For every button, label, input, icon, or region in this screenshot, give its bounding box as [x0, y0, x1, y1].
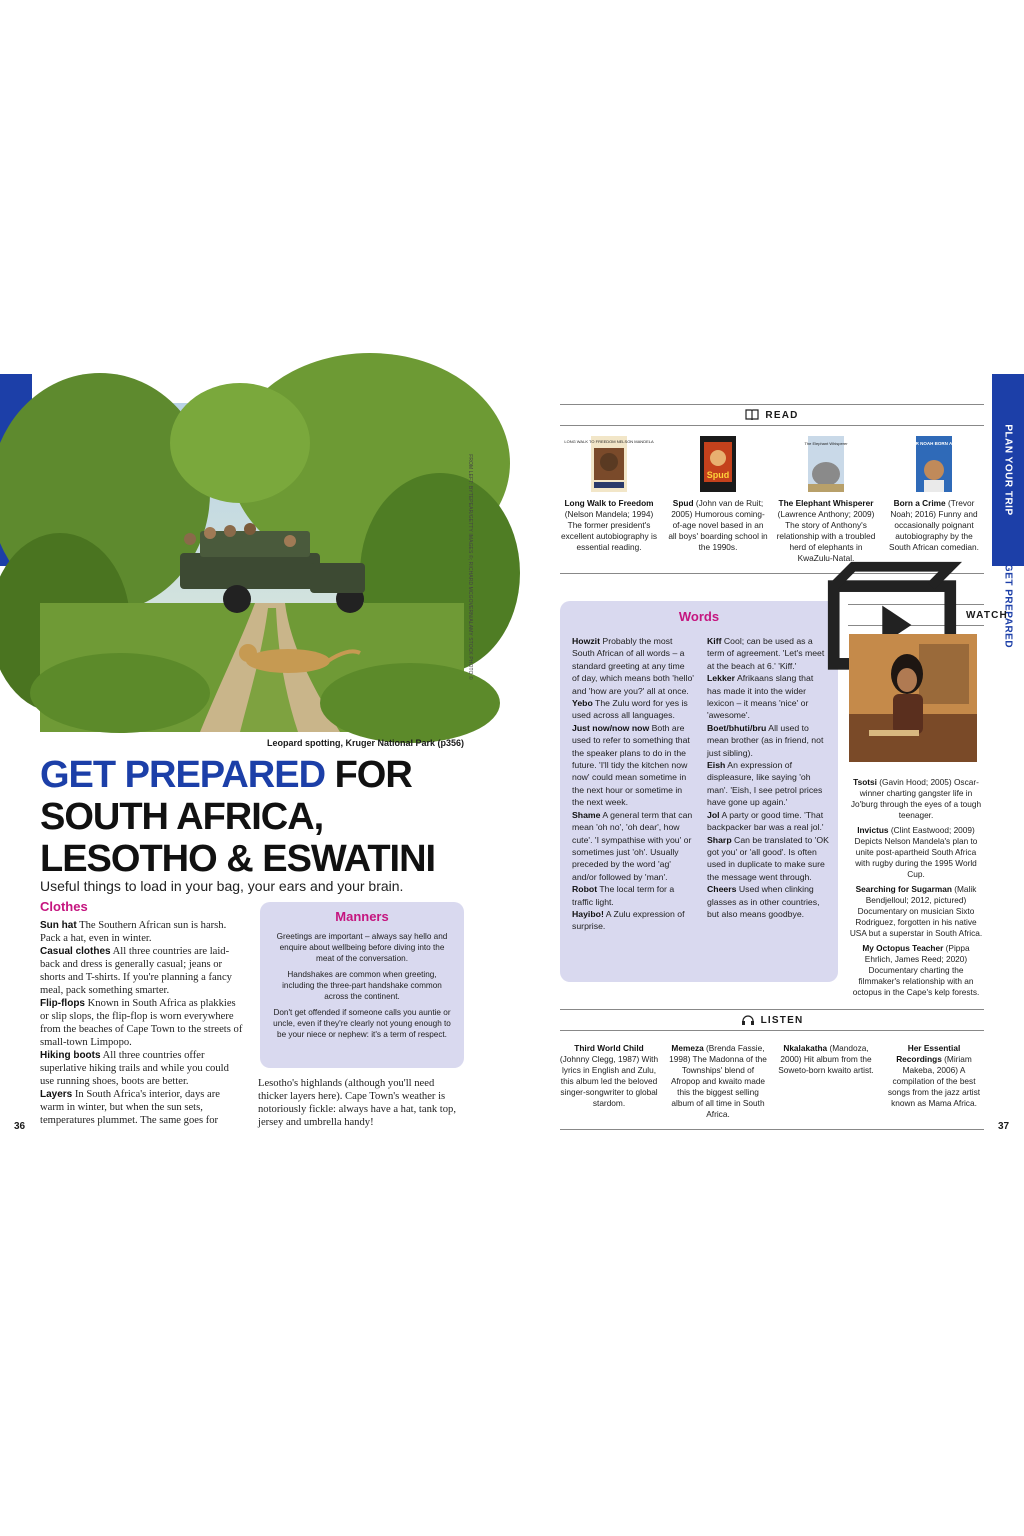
page-subtitle: Useful things to load in your bag, your ears and your brain. — [40, 878, 404, 894]
clothes-term: Casual clothes — [40, 946, 111, 957]
safari-photo — [40, 403, 464, 732]
read-item — [668, 436, 768, 553]
watch-item: My Octopus Teacher (Pippa Ehrlich, James Reed; 2020) Documentary charting the filmmaker's relationship with an octopus in the Cape's kelp forests. — [852, 943, 980, 997]
page-title — [40, 754, 480, 880]
watch-item: Invictus (Clint Eastwood; 2009) Depicts Nelson Mandela's plan to unite post-apartheid South Africa with rugby during the 1995 World Cup. — [854, 825, 978, 879]
page-number-left: 36 — [14, 1121, 26, 1132]
book-title: The Elephant Whisperer — [778, 498, 874, 508]
book-desc: (Trevor Noah; 2016) Funny and occasionally poignant autobiography by the South African comedian. — [889, 498, 979, 552]
clothes-text-continued: Lesotho's highlands (although you'll need thicker layers here). Cape Town's weather is notoriously fickle: always have a hat, tank top, jersey and umbrella handy! — [258, 1078, 456, 1128]
photo-credit: FROM LEFT: BYTEPEAR/GETTY IMAGES ©; RICHARD MCGOVERN/ALAMY STOCK PHOTO © — [467, 454, 473, 680]
title-line-3: LESOTHO & ESWATINI — [40, 838, 436, 880]
clothes-desc: All three countries offer superlative hiking trails and while you could use running shoes, boots are better. — [40, 1050, 229, 1087]
clothes-desc: In South Africa's interior, days are warm in winter, but when the sun sets, temperatures plummet. The same goes for — [40, 1089, 220, 1126]
clothes-term: Layers — [40, 1089, 73, 1100]
book-cover-long-walk — [564, 436, 654, 492]
watch-list — [848, 777, 984, 1002]
clothes-heading: Clothes — [40, 899, 88, 914]
listen-item: Memeza (Brenda Fassie, 1998) The Madonna of the Townships' blend of Afropop and kwaito made this the biggest selling album of all time in South Africa. — [669, 1043, 767, 1119]
words-column-2: Kiff Cool; can be used as a term of agreement. 'Let's meet at the beach at 6.' 'Kiff.' Lekker Afrikaans slang that has made it into the wider lexicon – it means 'nice' or 'awesome'. Boet/bhuti/bru All used to mean brother (as in friend, not just sibling). Eish An expression of displeasure, like saying 'oh man'. 'Eish, I see petrol prices have gone up again.' Jol A party or good time. 'That backpacker bar was a real jol.' Sharp Can be translated to 'OK got you' or 'all good'. Is often used in duplicate to make sure the message went through. Cheers Used when clinking glasses as in other countries, but also means goodbye. — [707, 636, 829, 919]
manners-heading: Manners — [335, 909, 389, 924]
manners-paragraph: Handshakes are common when greeting, including the three-part handshake common across the continent. — [282, 970, 442, 1001]
side-tab-label: PLAN YOUR TRIP — [1002, 424, 1014, 516]
side-sub-get-prepared-right — [992, 563, 1024, 649]
manners-paragraph: Greetings are important – always say hello and enquire about wellbeing before diving into the meat of the conversation. — [276, 932, 448, 963]
svg-text:LONG WALK TO FREEDOM NELSON MA: LONG WALK TO FREEDOM NELSON MANDELA — [564, 439, 654, 444]
clothes-term: Flip-flops — [40, 998, 85, 1009]
photo-caption: Leopard spotting, Kruger National Park (p356) — [266, 738, 464, 748]
book-title: Long Walk to Freedom — [564, 498, 654, 508]
clothes-text — [40, 919, 245, 1127]
book-cover-born-a-crime — [900, 436, 968, 492]
listen-item: Nkalakatha (Mandoza, 2000) Hit album from the Soweto-born kwaito artist. — [778, 1043, 874, 1075]
book-cover-elephant-whisperer — [804, 436, 848, 492]
manners-paragraph: Don't get offended if someone calls you auntie or uncle, even if they're clearly not young enough to be your niece or nephew: it's a term of respect. — [273, 1008, 451, 1039]
listen-item: Her Essential Recordings (Miriam Makeba, 2006) A compilation of the best songs from the jazz artist known as Mama Africa. — [887, 1043, 981, 1108]
book-cover-spud — [700, 436, 736, 492]
clothes-desc: The Southern African sun is harsh. Pack a hat, even in winter. — [40, 920, 227, 944]
side-sub-label: GET PREPARED — [1002, 563, 1014, 649]
book-desc: (Nelson Mandela; 1994) The former president's excellent autobiography is essential reading. — [561, 509, 657, 552]
watch-item: Searching for Sugarman (Malik Bendjelloul; 2012, pictured) Documentary on musician Sixto Rodriguez, forgotten in his native USA but a superstar in South Africa. — [849, 884, 983, 938]
watch-heading: WATCH — [848, 604, 984, 626]
words-column-1: Howzit Probably the most South African of all words – a standard greeting at any time of day, which means both 'hello' and 'how are you?' all at once. Yebo The Zulu word for yes is used across all languages. Just now/now now Both are used to refer to something that the speaker plans to do in the future. 'I'll tidy the kitchen now now' could mean sometime in the next hour or sometime in the next week. Shame A general term that can mean 'oh no', 'oh dear', how cute'. 'I sympathise with you' or sometimes just 'oh'. Usually preceded by the word 'ag' and/or followed by 'man'. Robot The local term for a traffic light. Hayibo! A Zulu expression of surprise. — [572, 636, 694, 932]
clothes-desc: All three countries are laid-back and dress is generally casual; jeans or shorts and T-shirts. If you're planning a fancy meal, pack something smarter. — [40, 946, 232, 996]
book-desc: (John van de Ruit; 2005) Humorous coming-of-age novel based in an all boys' boarding school in the 1990s. — [668, 498, 768, 552]
book-title: Born a Crime — [893, 498, 946, 508]
watch-item: Tsotsi (Gavin Hood; 2005) Oscar-winner charting gangster life in Jo'burg through the eyes of a tough teenager. — [850, 777, 982, 820]
book-icon — [745, 409, 759, 421]
headphones-icon — [741, 1014, 755, 1026]
book-title: Spud — [672, 498, 694, 508]
listen-heading: LISTEN — [560, 1009, 984, 1031]
title-line-2: SOUTH AFRICA, — [40, 796, 324, 838]
listen-item: Third World Child (Johnny Clegg, 1987) With lyrics in English and Zulu, this album led the beloved singer-songwriter to global stardom. — [559, 1043, 659, 1108]
manners-box — [260, 902, 464, 1068]
title-highlight: GET PREPARED — [40, 754, 326, 796]
film-still-photo — [849, 634, 977, 762]
svg-text:The Elephant Whisperer: The Elephant Whisperer — [804, 441, 848, 446]
listen-divider — [560, 1129, 984, 1130]
clothes-term: Hiking boots — [40, 1050, 101, 1061]
clothes-desc: Known in South Africa as plakkies or slip slops, the flip-flop is worn everywhere from the beaches of Cape Town to the streets of small-town Limpopo. — [40, 998, 243, 1048]
clothes-term: Sun hat — [40, 920, 77, 931]
read-item — [559, 436, 659, 553]
book-desc: (Lawrence Anthony; 2009) The story of Anthony's relationship with a troubled herd of elephants in KwaZulu-Natal. — [776, 509, 876, 563]
words-heading: Words — [678, 609, 720, 624]
page-number-right: 37 — [998, 1121, 1010, 1132]
read-heading: READ — [560, 404, 984, 426]
title-rest: FOR — [334, 754, 412, 796]
words-box — [560, 601, 838, 982]
read-item — [884, 436, 984, 553]
svg-text:Spud: Spud — [706, 470, 730, 480]
read-item — [776, 436, 876, 564]
side-tab-plan-your-trip-right — [992, 374, 1024, 566]
svg-text:TREVOR NOAH BORN A CRIME: TREVOR NOAH BORN A CRIME — [900, 441, 968, 446]
